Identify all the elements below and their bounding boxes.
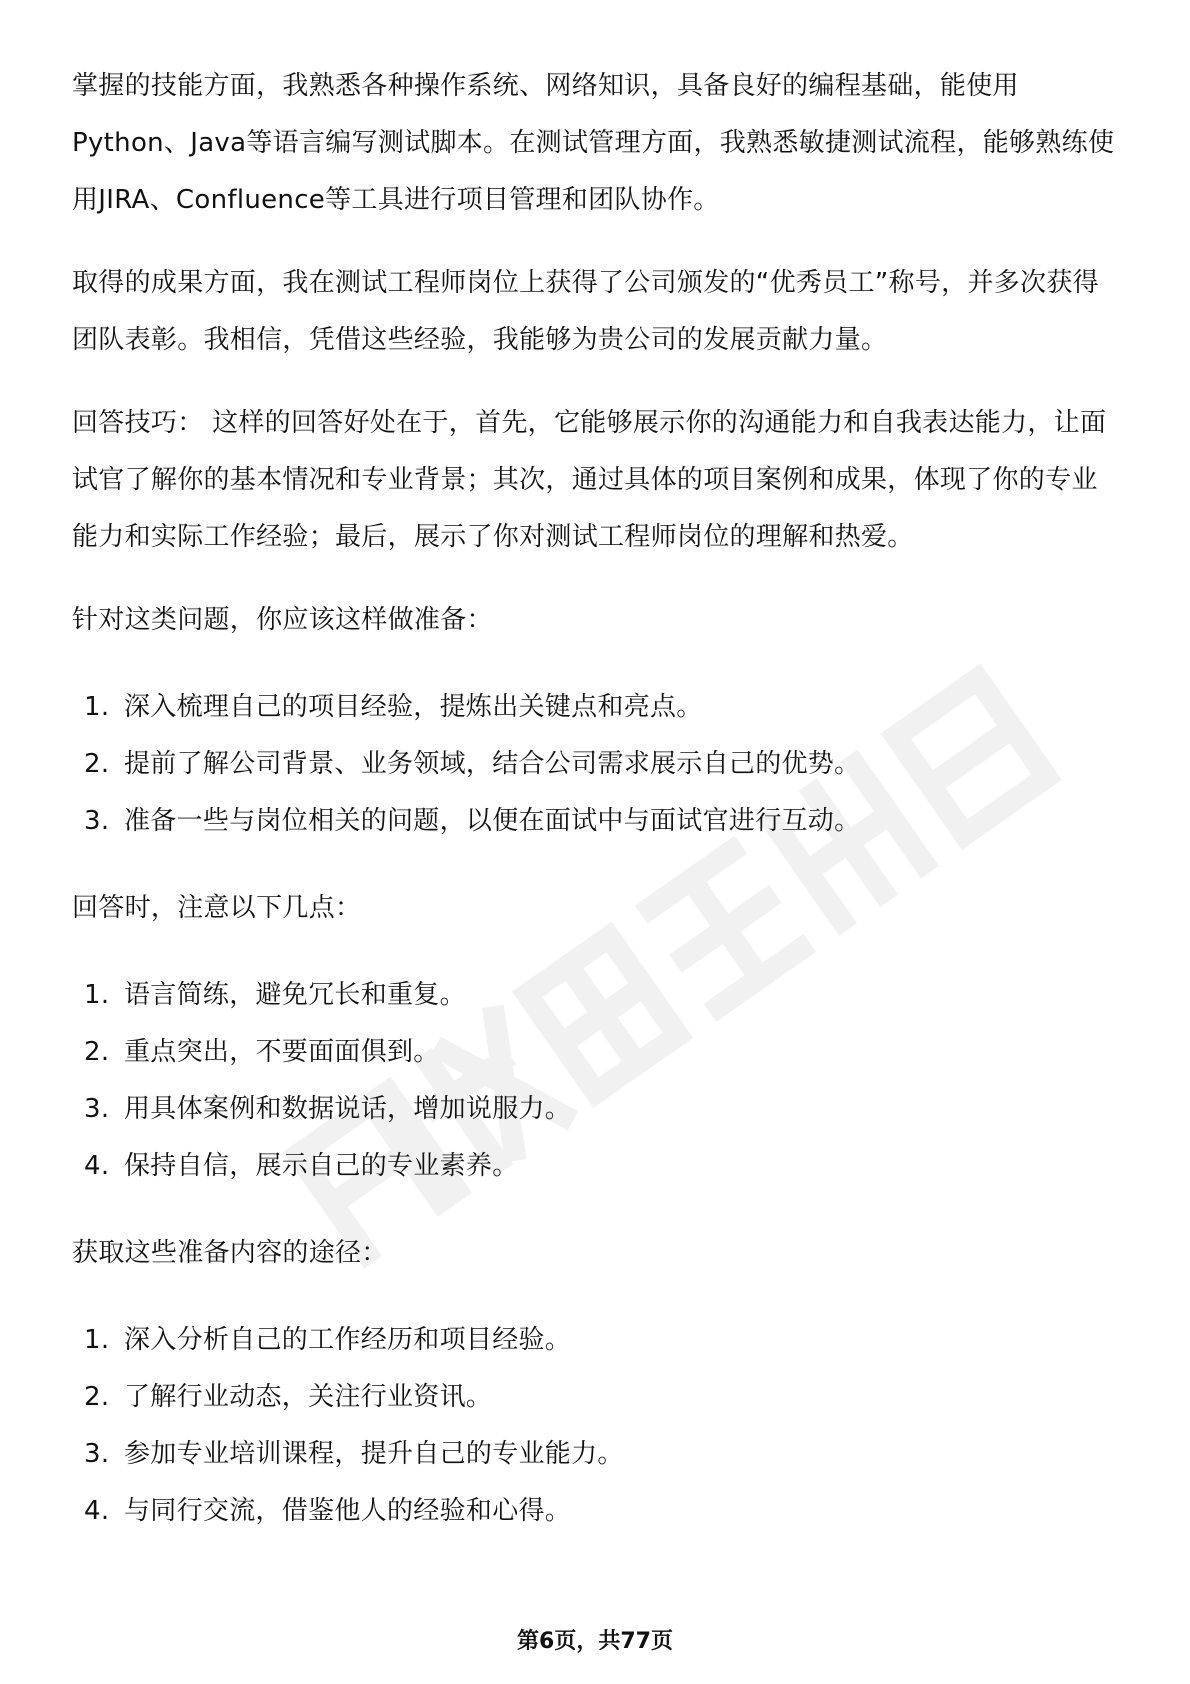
list-item-text: 参加专业培训课程，提升自己的专业能力。	[124, 1439, 624, 1469]
list-item	[72, 1369, 1122, 1426]
list-item-text: 用具体案例和数据说话，增加说服力。	[124, 1094, 572, 1124]
list-item	[72, 1312, 1122, 1369]
page-footer	[0, 1624, 1190, 1655]
sources-heading: 获取这些准备内容的途径：	[72, 1238, 388, 1268]
list-number: 1.	[84, 1325, 110, 1355]
list-number: 4.	[84, 1151, 110, 1181]
page-indicator: 第6页，共77页	[517, 1629, 673, 1654]
list-item-text: 重点突出，不要面面俱到。	[124, 1037, 440, 1067]
notes-list	[72, 967, 1122, 1195]
list-number: 3.	[84, 1094, 110, 1124]
paragraph-achievements: 取得的成果方面，我在测试工程师岗位上获得了公司颁发的“优秀员工”称号，并多次获得团队表彰。我相信，凭借这些经验，我能够为贵公司的发展贡献力量。	[72, 268, 1099, 355]
list-item-text: 深入分析自己的工作经历和项目经验。	[124, 1325, 572, 1355]
list-number: 2.	[84, 1382, 110, 1412]
list-item-text: 深入梳理自己的项目经验，提炼出关键点和亮点。	[124, 692, 703, 722]
list-item-text: 准备一些与岗位相关的问题，以便在面试中与面试官进行互动。	[124, 806, 861, 836]
list-item	[72, 736, 1122, 793]
list-item-text: 了解行业动态，关注行业资讯。	[124, 1382, 493, 1412]
paragraph-answer-tips: 回答技巧： 这样的回答好处在于，首先，它能够展示你的沟通能力和自我表达能力，让面试官了解你的基本情况和专业背景；其次，通过具体的项目案例和成果，体现了你的专业能力和实际工作经验；最后，展示了你对测试工程师岗位的理解和热爱。	[72, 408, 1107, 552]
list-item	[72, 1081, 1122, 1138]
prep-list	[72, 679, 1122, 850]
list-number: 2.	[84, 749, 110, 779]
list-number: 3.	[84, 1439, 110, 1469]
paragraph-skills: 掌握的技能方面，我熟悉各种操作系统、网络知识，具备良好的编程基础，能使用Python、Java等语言编写测试脚本。在测试管理方面，我熟悉敏捷测试流程，能够熟练使用JIRA、Confluence等工具进行项目管理和团队协作。	[72, 71, 1115, 215]
list-item	[72, 967, 1122, 1024]
list-item-text: 提前了解公司背景、业务领域，结合公司需求展示自己的优势。	[124, 749, 861, 779]
list-item-text: 与同行交流，借鉴他人的经验和心得。	[124, 1496, 572, 1526]
sources-list	[72, 1312, 1122, 1540]
list-item	[72, 679, 1122, 736]
list-item	[72, 1024, 1122, 1081]
prep-heading: 针对这类问题，你应该这样做准备：	[72, 605, 493, 635]
list-number: 3.	[84, 806, 110, 836]
list-number: 1.	[84, 980, 110, 1010]
list-item	[72, 1426, 1122, 1483]
list-number: 2.	[84, 1037, 110, 1067]
list-item-text: 保持自信，展示自己的专业素养。	[124, 1151, 519, 1181]
list-item	[72, 1138, 1122, 1195]
notes-heading: 回答时，注意以下几点：	[72, 893, 362, 923]
list-item-text: 语言简练，避免冗长和重复。	[124, 980, 466, 1010]
list-number: 1.	[84, 692, 110, 722]
list-item	[72, 793, 1122, 850]
list-number: 4.	[84, 1496, 110, 1526]
document-content	[72, 58, 1122, 1570]
list-item	[72, 1483, 1122, 1540]
